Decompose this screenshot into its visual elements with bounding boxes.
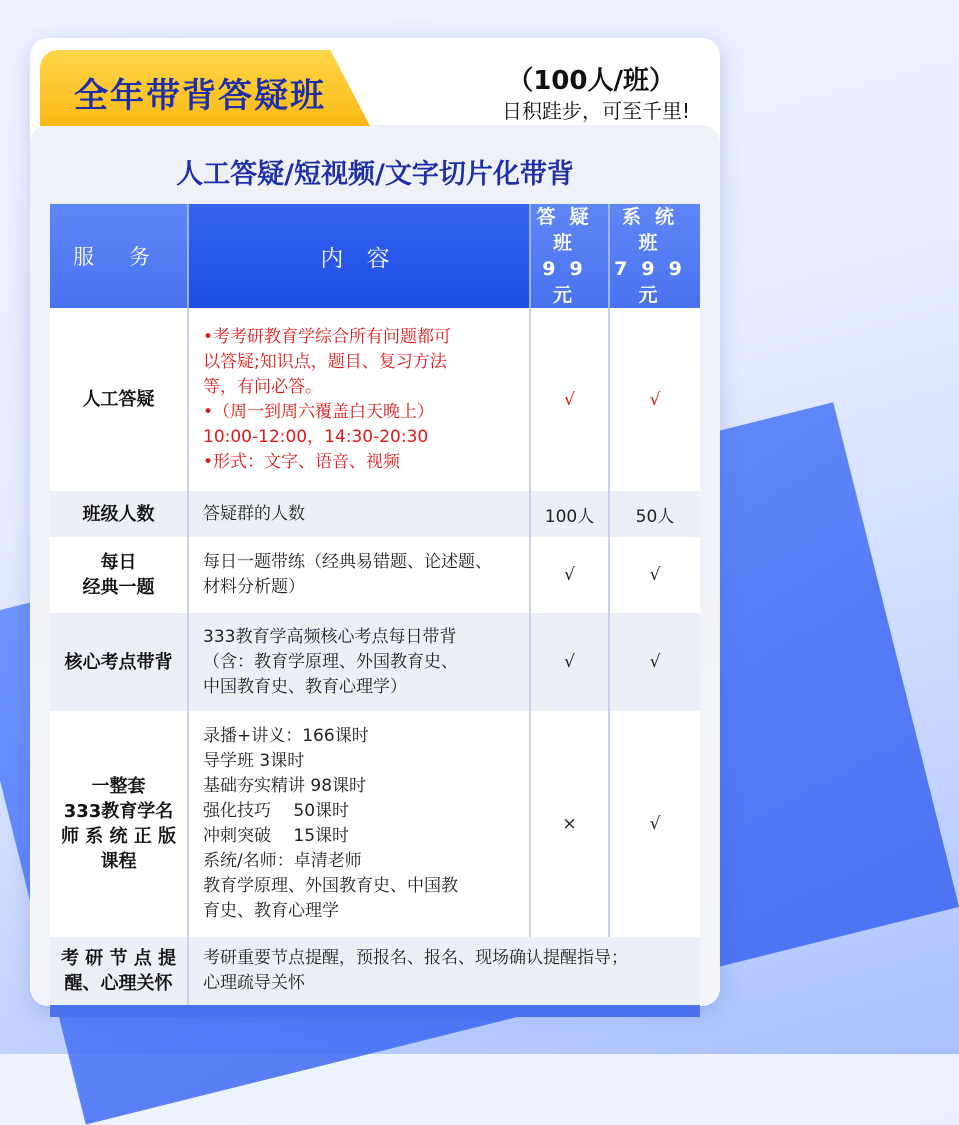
content-cell: 考研重要节点提醒，预报名、报名、现场确认提醒指导； 心理疏导关怀 [188, 937, 700, 1005]
content-cell: 每日一题带练（经典易错题、论述题、 材料分析题） [188, 537, 530, 613]
plan-b-cell: √ [609, 711, 700, 937]
service-cell: 核心考点带背 [50, 613, 188, 711]
plan-b-price: 799元 [614, 258, 696, 306]
service-cell: 考 研 节 点 提 醒、心理关怀 [50, 937, 188, 1005]
plan-a-name: 答疑班 [536, 206, 603, 254]
content-cell: 录播+讲义：166课时 导学班 3课时 基础夯实精讲 98课时 强化技巧 50课时 冲刺突破 15课时 系统/名师：卓清老师 教育学原理、外国教育史、中国教 育史、教育心理学 [188, 711, 530, 937]
page-title: 全年带背答疑班 [74, 76, 326, 116]
table-bottom-bar [50, 1005, 700, 1017]
service-cell: 人工答疑 [50, 308, 188, 491]
plan-a-cell: √ [530, 613, 609, 711]
plan-a-price: 99元 [542, 258, 597, 306]
table-row [50, 308, 700, 491]
column-header-service: 服 务 [50, 204, 188, 308]
content-cell: 答疑群的人数 [188, 491, 530, 537]
plan-a-cell: √ [530, 537, 609, 613]
slogan: 日积跬步，可至千里! [501, 99, 690, 123]
content-cell: 333教育学高频核心考点每日带背 （含：教育学原理、外国教育史、 中国教育史、教育心理学） [188, 613, 530, 711]
plan-b-cell: √ [609, 537, 700, 613]
table-row [50, 491, 700, 537]
plan-a-cell: √ [530, 308, 609, 491]
subtitle: 人工答疑/短视频/文字切片化带背 [176, 159, 574, 190]
class-capacity: （100人/班） [507, 66, 675, 96]
plan-a-cell: 100人 [530, 491, 609, 537]
plan-b-name: 系统班 [621, 206, 688, 254]
table-row [50, 711, 700, 937]
column-header-plan-a [530, 204, 609, 308]
column-header-content: 内 容 [188, 204, 530, 308]
content-cell: •考考研教育学综合所有问题都可 以答疑;知识点，题目、复习方法 等，有问必答。 •（周一到周六覆盖白天晚上） 10:00-12:00，14:30-20:30 •形式：文字、语音、视频 [188, 308, 530, 491]
column-header-plan-b [609, 204, 700, 308]
table-row [50, 537, 700, 613]
plan-b-cell: 50人 [609, 491, 700, 537]
service-table [50, 204, 700, 994]
service-cell: 班级人数 [50, 491, 188, 537]
plan-b-cell: √ [609, 308, 700, 491]
service-cell: 一整套 333教育学名 师 系 统 正 版 课程 [50, 711, 188, 937]
table-row [50, 937, 700, 1005]
plan-a-cell: × [530, 711, 609, 937]
table-row [50, 613, 700, 711]
plan-b-cell: √ [609, 613, 700, 711]
service-cell: 每日 经典一题 [50, 537, 188, 613]
